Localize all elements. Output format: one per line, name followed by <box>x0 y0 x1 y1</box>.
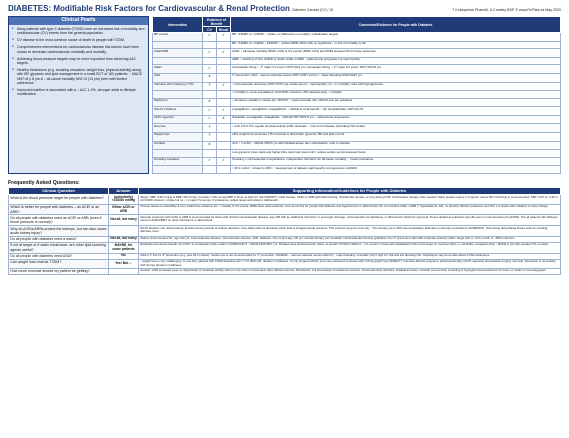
faq-question: Which is better for people with diabetes – an ACEI or an ARB? <box>9 204 109 215</box>
intervention-comment: ↓ all-cause mortality in obese pts: UKPDS; ↓ macrovascular risk; still first-line per guideline. <box>230 98 560 107</box>
faq-supporting: Statins recommended for: age ≥40 yrs; macrovascular disease; microvascular disease; CKD; diabetes >15 yrs and age >30 yrs; warrant therapy per Canadian Cardiovascular Society guidelines. For 1º prevention start with moderate-intensity statin; target LDL-C <2.0 mmol/L or >50% reduction. <box>139 236 561 242</box>
intervention-name: BP control <box>152 33 202 42</box>
evidence-cv: ✓ <box>202 115 216 124</box>
col-comments: Comments/Evidence for People with Diabetes <box>230 17 560 33</box>
pearl-item: ● Healthy behaviours (e.g. smoking cessation, weight loss, physical activity) along with BP, glycemic and lipid management in a small RCT of 160 patients: ↓ MACE NNT=8 p 8 yrs & ↓ all-cause mortality NNT=5 (13 yrs) even with limited adherence. <box>12 68 145 86</box>
intervention-comment: 1º prevention: ASA ↓ serious vascular events NNT=145/7 yrs but ↑ major bleeding NNH=100/7 yrs. <box>230 73 560 82</box>
evidence-cv: ± <box>202 73 216 82</box>
intervention-row <box>152 124 560 133</box>
intervention-comment: Low glycemic index diets and higher-fibre diets help lower A1C; reduce sodium and processed foods. <box>230 150 560 158</box>
evidence-cv <box>202 150 216 158</box>
pearl-item: ● Achieving blood pressure targets may be more important than achieving A1C targets. <box>12 57 145 66</box>
intervention-row <box>152 107 560 116</box>
title-sup: Diabetes Canada (DC) '18 <box>292 8 334 12</box>
intervention-row <box>152 150 560 158</box>
evidence-renal <box>216 98 230 107</box>
intervention-comment: A1C ↓ 1-2.0%; ↓ MACE 30%/5 yrs with Mediterranean diet; individualize; refer to dietitian. <box>230 141 560 150</box>
evidence-renal <box>216 124 230 133</box>
faq-answer: Either ACEI or ARB <box>109 204 139 215</box>
intervention-name <box>152 41 202 49</box>
faq-question: Do all people with diabetes need ASA? <box>9 253 109 259</box>
intervention-name <box>152 150 202 158</box>
evidence-renal: ✓ <box>216 33 230 42</box>
intervention-name: Metformin <box>152 98 202 107</box>
credit-line: T Kolobychuk PharmD, A Crowley BSP © www.RxFiles.ca May 2020 <box>452 8 561 12</box>
col-evidence: Evidence of Benefit <box>202 17 230 27</box>
faq-question: Why do ACEIs/ARBs protect the kidneys, but can also cause acute kidney injury? <box>10 226 107 235</box>
faq-row <box>9 215 561 226</box>
faq-question: If not at target or if statin intolerance, are other lipid-lowering agents useful? <box>9 242 109 253</box>
faq-supporting: ASA is 1º line for 2º prevention (e.g. post MI or stroke); routine use is not recommended for 1º prevention. ASCEND: ↓ serious vascular events offset by ↑ major bleeding. Consider only if high CV risk and low bleeding risk. Clopidogrel may be an alternative if ASA intolerance. <box>139 253 561 259</box>
intervention-name: Nutrition <box>152 141 202 150</box>
evidence-renal <box>216 73 230 82</box>
faq-supporting: Choose based on tolerability & cost. ACEI have evidence for ↓ mortality & CV events; ARBs have renal evidence. Use as 1st line for people with diabetes and hypertension or albuminuria. Do not combine ACEI + ARB (↑ hyperkalemia, AKI, no benefit). Monitor potassium and SCr 1-2 weeks after initiation or dose change. <box>139 204 561 215</box>
faq-title: Frequently Asked Questions: <box>8 180 80 186</box>
top-section <box>8 16 561 178</box>
faq-question: How much exercise should my patient be getting? <box>9 268 109 274</box>
faq-row <box>9 259 561 268</box>
intervention-row <box>152 49 560 58</box>
col-intervention: Intervention <box>152 17 202 33</box>
intervention-comment: Smoking = microvascular complications, independent risk factor for all-cause mortality; ↑ insulin resistance. <box>230 157 560 166</box>
intervention-name: Smoking cessation <box>152 157 202 166</box>
evidence-cv: ✓ <box>202 49 216 58</box>
col-renal: Renal <box>216 27 230 33</box>
evidence-renal: ✓ <box>216 157 230 166</box>
evidence-cv: ✓ <box>202 107 216 116</box>
intervention-comment: ≥5% weight loss (exercise 175 min/week & diet) better glycemic; BP and lipid control. <box>230 132 560 141</box>
faq-answer <box>109 226 139 237</box>
evidence-renal <box>216 150 230 158</box>
evidence-cv: ± <box>202 141 216 150</box>
faq-row <box>9 226 561 237</box>
intervention-row <box>152 91 560 99</box>
intervention-name: Exercise <box>152 124 202 133</box>
intervention-name: ASA <box>152 73 202 82</box>
intervention-comment: BP <130/80 vs <140/90: ↓ stroke, no difference in mortality; individualize targets. <box>230 33 560 42</box>
evidence-cv <box>202 57 216 65</box>
col-cv: CV <box>202 27 216 33</box>
intervention-comment: Atorvastatin 10mg: ↓ 1º major CV event: NNT=32/4 yrs; simvastatin 40mg: ↓ 1º major CV event: NNT=24/4.8 yrs. <box>230 65 560 74</box>
faq-supporting: ↓ weight loss is very challenging. In one trial, patients with T2DM (baseline A1C 7.7%, BMI ≥35, duration of diabetes <6 yrs) dropped HbA1c and many achieved remission with ≥15 kg weight loss (DiRECT). Intensive lifestyle programs, pharmacotherapy (GLP1 agonists) and bariatric surgery can help. Remission is more likely with shorter duration of diabetes. <box>139 259 561 268</box>
intervention-name: Statin <box>152 65 202 74</box>
faq-answer: (potentially) <130/80 mmHg <box>109 195 139 205</box>
title-text: Modifiable Risk Factors for Cardiovascular & Renal Protection <box>51 4 290 13</box>
faq-row <box>9 204 561 215</box>
faq-answer <box>109 268 139 274</box>
evidence-cv: ? <box>202 132 216 141</box>
faq-supporting: Aerobic: ≥150 min/week (over 3+ days/week) of moderate activity with no more than 2 consecutive days without exercise. Resistance: 2-3 times/week of resistance exercise. Avoid sedentary activities. Gradual increase; consider pre-exercise screening & hypoglycemia precautions for those on insulin or secretagogues. <box>139 268 561 274</box>
intervention-comment: liraglutide, semaglutide, dulaglutide: ↓ MACE NNT=66/3.8 yrs; ↓ albuminuria progression. <box>230 115 560 124</box>
evidence-renal <box>216 65 230 74</box>
intervention-row <box>152 166 560 174</box>
pearl-item: ● Comprehensive interventions for cardiovascular disease risk factors have been shown to decrease cardiovascular morbidity and mortality. <box>12 45 145 54</box>
intervention-row <box>152 157 560 166</box>
intervention-name <box>152 166 202 174</box>
intervention-comment: ↓ A1C 0.5-0.7%; regular physical activity ≥150 min/week: ↓ risk of CV disease (including CVD death). <box>230 124 560 133</box>
brand-label: DIABETES: <box>8 4 52 13</box>
intervention-row <box>152 98 560 107</box>
intervention-row <box>152 82 560 91</box>
intervention-comment: ARB: ↓ doubling of SCr, ESRD or death; ACEI or ARB: ↓ albuminuria progression & nephropathy. <box>230 57 560 65</box>
evidence-cv <box>202 166 216 174</box>
intervention-comment: ↑ MI 1.4-fold; ↑ stroke by 30%; ↑ development of diabetic nephropathy & progression to ESRD. <box>230 166 560 174</box>
intervention-row <box>152 132 560 141</box>
intervention-comment: ACEI: ↓ all-cause mortality (RRR~13%) & CV events (RRR~14%) and ARBs showed NS for these outcomes. <box>230 49 560 58</box>
intervention-row <box>152 65 560 74</box>
evidence-renal: ✓ <box>216 82 230 91</box>
intervention-row <box>152 141 560 150</box>
evidence-renal <box>216 57 230 65</box>
faq-question: Do all people with diabetes need a statin? <box>9 236 109 242</box>
evidence-renal <box>216 91 230 99</box>
pearls-heading: Clinical Pearls <box>9 17 148 25</box>
col-answer: Answer <box>109 188 139 195</box>
col-supporting: Supporting Information/Guidelines for People with Diabetes <box>139 188 561 195</box>
intervention-row <box>152 33 560 42</box>
faq-answer: Yes! But ... <box>109 259 139 268</box>
clinical-pearls-box <box>8 16 149 174</box>
faq-question: Can weight loss reverse T2DM? <box>9 259 109 268</box>
evidence-renal <box>216 41 230 49</box>
faq-row <box>9 268 561 274</box>
faq-supporting: RAAS blockers can reduce kidney function during periods of volume depletion; they dilate efferent arterioles which lowers intraglomerular pressure. This protects long-term but may ↑ SCr acutely (up to 30% rise acceptable). Educate on sick day medications (SADMANS): hold during dehydrating illness such as vomiting, diarrhea, fever. <box>139 226 561 237</box>
intervention-name <box>152 91 202 99</box>
faq-row <box>9 242 561 253</box>
faq-question: What is the blood pressure target for people with diabetes? <box>9 195 109 205</box>
header <box>8 4 561 15</box>
pearls-list <box>9 25 148 101</box>
interventions-table <box>152 16 561 174</box>
faq-row <box>9 195 561 205</box>
faq-answer: MAYBE, for some patients <box>109 242 139 253</box>
evidence-cv <box>202 91 216 99</box>
evidence-cv: ? <box>202 124 216 133</box>
intervention-name: Weight loss <box>152 132 202 141</box>
evidence-renal: ✓ <box>216 107 230 116</box>
faq-supporting: Vascular protection with ACEI or ARB is recommended for those with clinical macrovascular disease, age ≥55 with an additional risk factor or end-organ damage, microvascular complications, or albuminuria (ACR ≥2 mg/mmol). Doses titrated as tolerated; benefits seen in normotensive pts (HOPE). Not all patients with diabetes need an ACEI/ARB if no other risk factors or albuminuria. <box>139 215 561 226</box>
pearl-item: ● Improved nutrition is associated with a ↓ A1C 1-2%, stronger adds to lifestyle modification. <box>12 88 145 97</box>
intervention-name: GLP1 agonists <box>152 115 202 124</box>
pearl-item: ● CV disease is the most common cause of death in people with T2DM. <box>12 38 145 42</box>
intervention-name <box>152 57 202 65</box>
intervention-row <box>152 41 560 49</box>
col-question: Clinical Question <box>9 188 109 195</box>
intervention-row <box>152 115 560 124</box>
faq-table <box>8 187 561 275</box>
intervention-comment: ↑ mortality in some populations; ACCORD: intensive <6% stopped early ↑ mortality. <box>230 91 560 99</box>
faq-answer: Not all, but many <box>109 236 139 242</box>
evidence-renal <box>216 132 230 141</box>
evidence-cv: ✓ <box>202 65 216 74</box>
intervention-row <box>152 73 560 82</box>
faq-supporting: Ezetimibe has shown benefit, but ONLY in combination with a statin in IMPROVE-IT ↓ MACE NNT=50/7 yrs. Fibrates have limited benefit; niacin no benefit. PCSK9 inhibitors ↓ CV events in those with established CVD not at target on maximal statin +/- ezetimibe. Icosapent ethyl ↓ MACE in pts with elevated TG on statin. <box>139 242 561 253</box>
evidence-renal <box>216 141 230 150</box>
intervention-name: ACEI/ARB <box>152 49 202 58</box>
page-title <box>8 4 333 13</box>
pearl-item: ● Many patients with type 2 diabetes (T2DM) have an increased risk of mortality and cardiovascular (CV) events from the general population. <box>12 27 145 36</box>
faq-answer: No <box>109 253 139 259</box>
evidence-cv: ✓ <box>202 157 216 166</box>
evidence-renal: ✓ <box>216 49 230 58</box>
intervention-comment: BP <130/80 vs <140/90 – SPRINT; ↓ stroke (RRR~35%) with no significant ↓ in risk of mortality or MI. <box>230 41 560 49</box>
evidence-cv: ? <box>202 82 216 91</box>
intervention-name: SGLT2 inhibitors <box>152 107 202 116</box>
evidence-cv <box>202 41 216 49</box>
intervention-comment: empagliflozin, canagliflozin, dapagliflozin: ↓ MACE & renal benefit; ↓ HF hospitalization NNT≈43-70. <box>230 107 560 116</box>
evidence-renal: ± <box>216 115 230 124</box>
evidence-renal <box>216 166 230 174</box>
evidence-cv: ± <box>202 98 216 107</box>
faq-supporting: Target: SBP <130 mmHg & DBP <80 mmHg. Consider <120 mmHg SBP in those at high CV risk (SPRINT). Initial therapy: ACEI or ARB (with albuminuria), thiazide-like diuretic, or long-acting CCB. Combination therapy often needed. Many people require 2-3 agents. Home BP monitoring is recommended. SBP <120 vs <140 in ACCORD showed ↓ stroke but no ↓ in major CV events. If intolerance, adjust target according to risk/benefit. <box>139 195 561 205</box>
faq-question: Do all people with diabetes need an ACEI or ARB (even if blood pressure is normal)? <box>9 215 109 226</box>
evidence-cv: ✓ <box>202 33 216 42</box>
intervention-comment: ↓ microvascular outcomes (NNT=57/5 yrs) mostly due to ↓ nephropathy; no ↓ in mortality; risks with hypoglycemia. <box>230 82 560 91</box>
faq-answer: Not all, but many <box>109 215 139 226</box>
intervention-row <box>152 57 560 65</box>
intervention-name: Intensive A1C lowering (<7%) <box>152 82 202 91</box>
